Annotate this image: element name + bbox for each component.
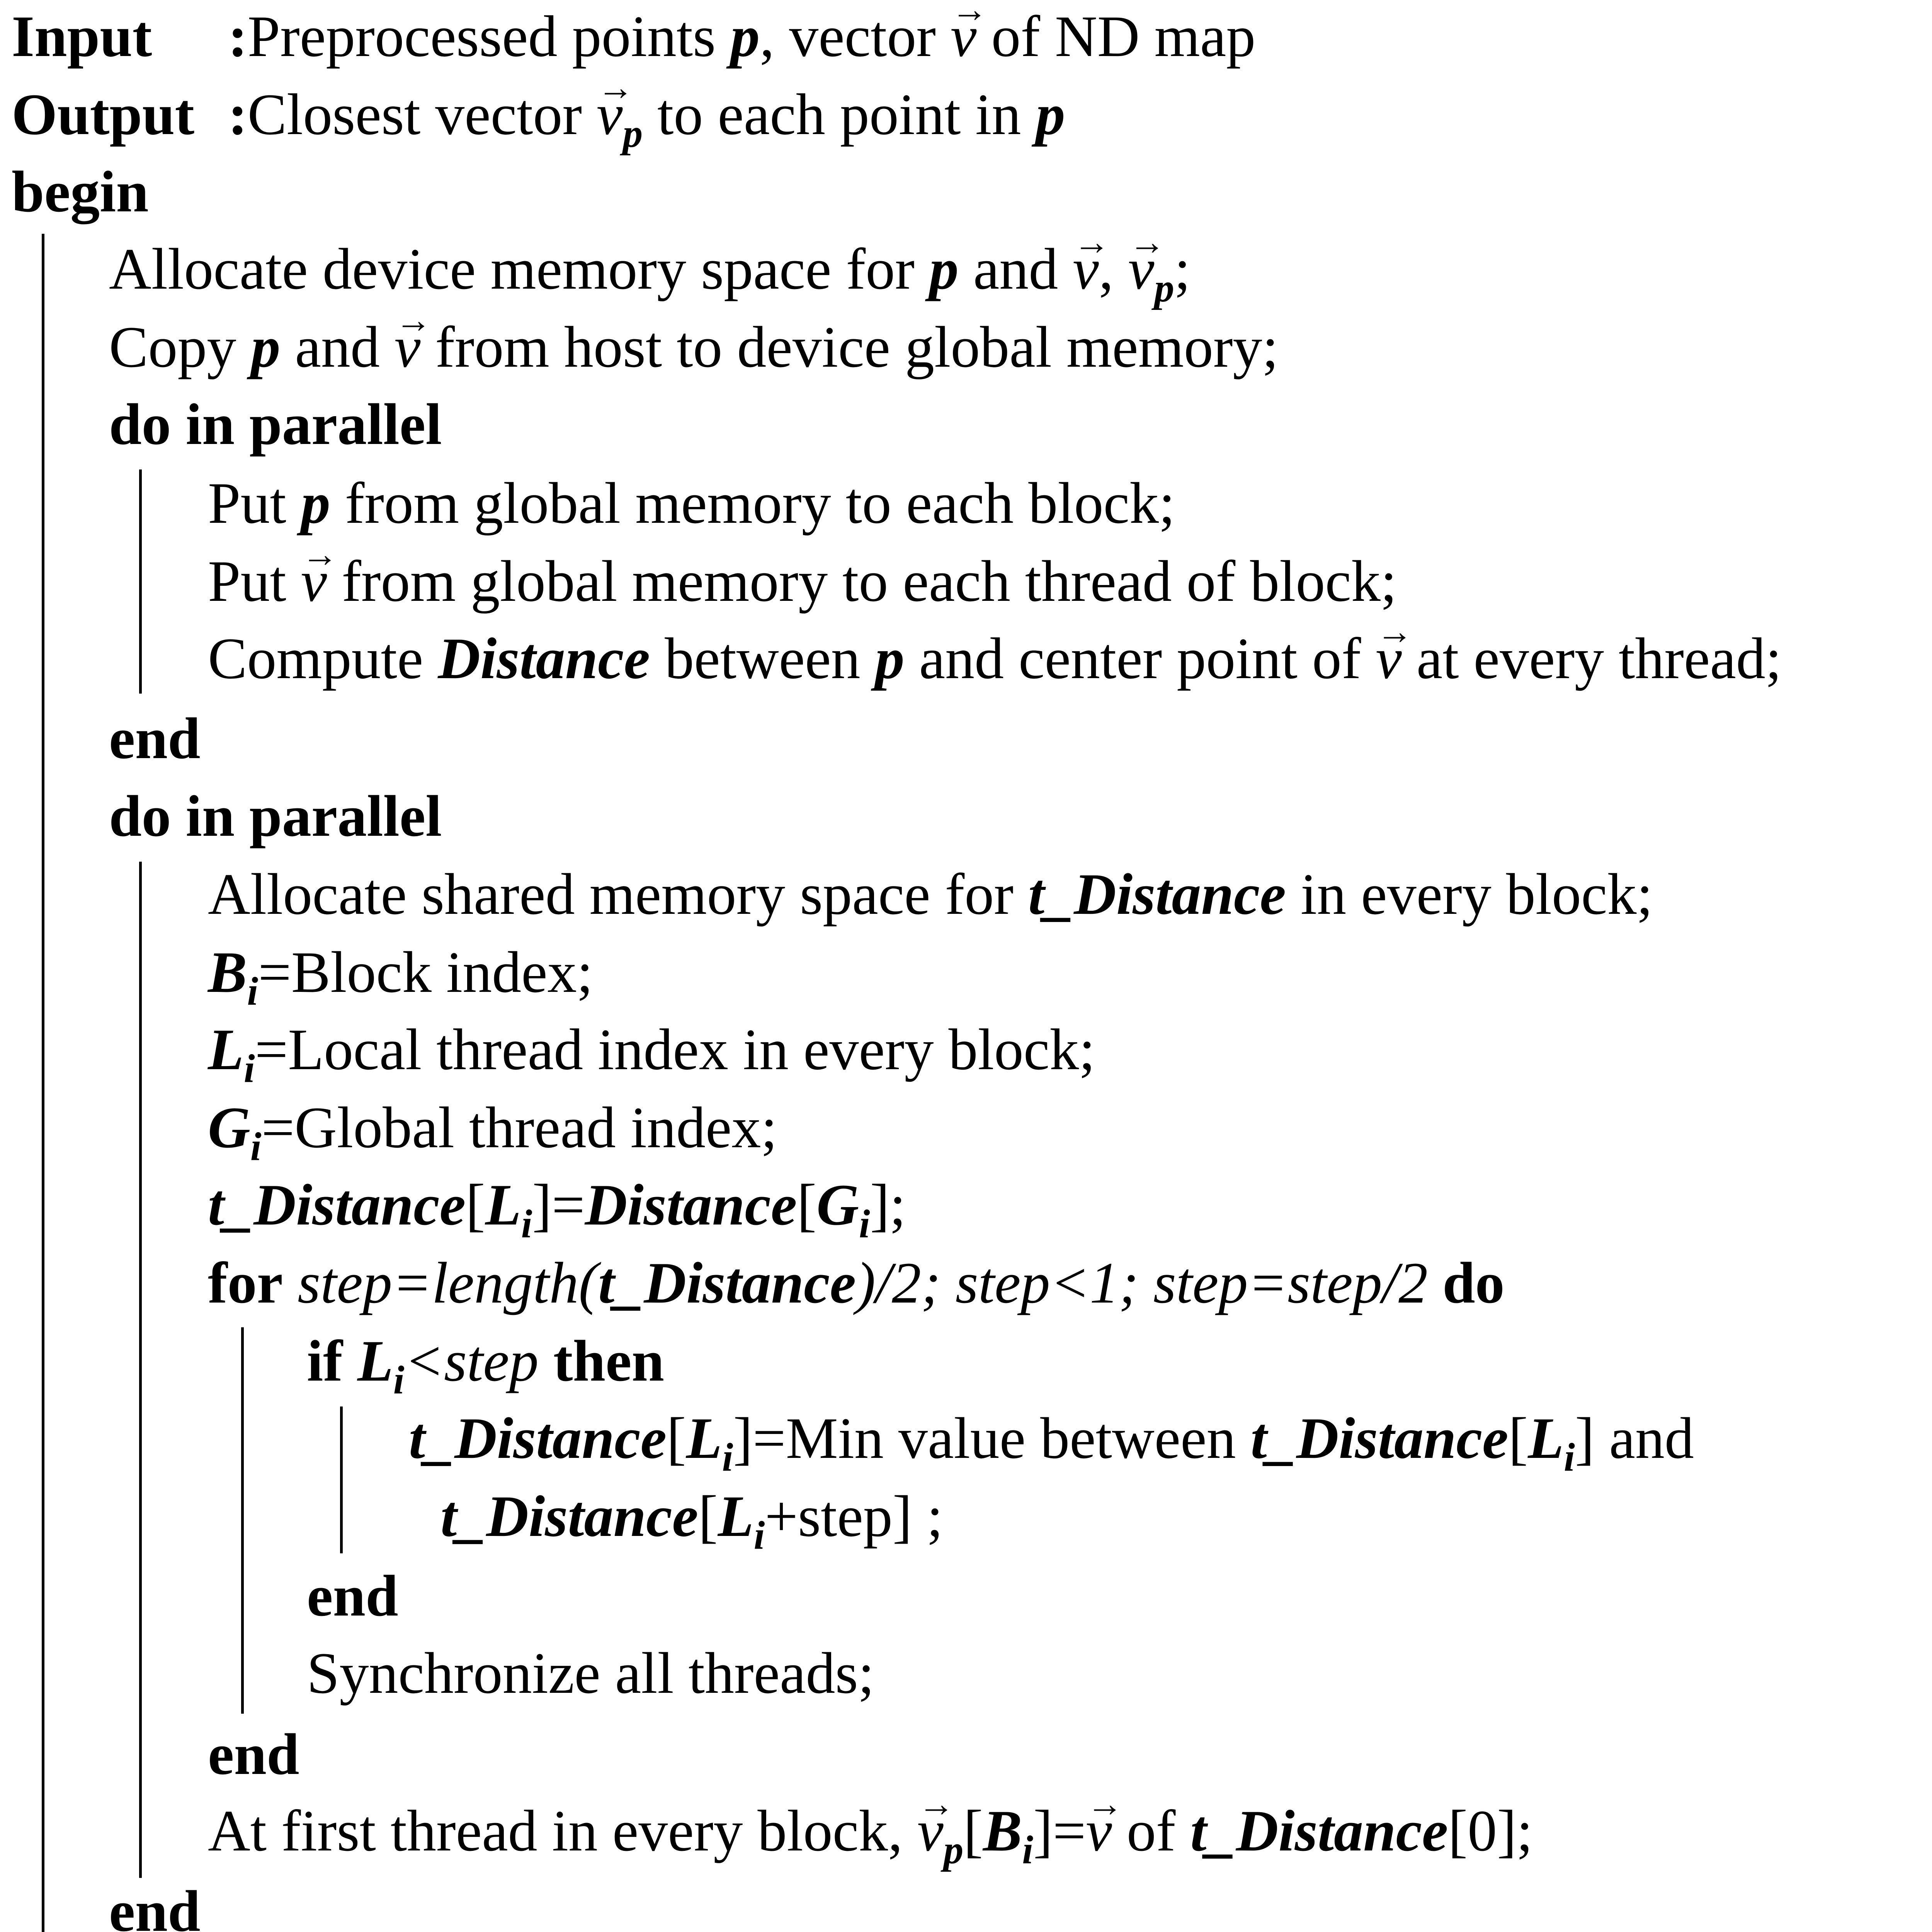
do-in-parallel-keyword: do in parallel xyxy=(109,784,442,849)
if-keyword: if xyxy=(307,1328,343,1393)
end-keyword: end xyxy=(109,706,201,771)
vector-vp: → v xyxy=(597,85,622,144)
end-keyword: end xyxy=(307,1563,398,1628)
algo-line-12: $t\_Distance[L_i+step]$ ; xyxy=(440,1484,943,1558)
end-keyword: end xyxy=(109,1879,201,1932)
algo-line-8: $L_i=Local$ thread index in every block; xyxy=(208,1017,1095,1091)
algo-line-7: $B_i=Block$ index; xyxy=(208,940,593,1014)
if-line: if $L_i<step$ then xyxy=(307,1328,665,1403)
do-keyword: do xyxy=(1442,1250,1505,1315)
algo-line-14: At first thread in every block, → $v_p[B_i]=\to v$ of t_Distance[0]; xyxy=(208,1801,1533,1860)
algo-line-5: Compute Distance between p and center point of → v at every thread; xyxy=(208,629,1782,688)
end-keyword: end xyxy=(208,1722,299,1787)
algo-line-11: $t\_Distance[L_i]=Min$ value between $t\_Distance[L_i]$ and xyxy=(409,1406,1694,1480)
algo-line-1: Allocate device memory space for p and → v, → $v_p$; xyxy=(109,240,1190,298)
algo-line-6: Allocate shared memory space for t_Distance in every block; xyxy=(208,862,1653,927)
do-in-parallel-keyword: do in parallel xyxy=(109,392,442,457)
vector-v: → v xyxy=(951,7,976,66)
output-line: Output :Closest vector → $v_p$ to each point in p xyxy=(12,85,1065,144)
input-line: Input :Preprocessed points p, vector → v of ND map xyxy=(12,7,1255,66)
parallel-block-2-bar xyxy=(139,862,142,1878)
algo-line-13: Synchronize all threads; xyxy=(307,1641,874,1706)
algo-line-10: $t\_Distance[L_i]=Distance[G_i]$; xyxy=(208,1172,906,1247)
input-colon: : xyxy=(228,4,248,69)
for-block-bar xyxy=(241,1327,244,1714)
for-line: for step=length(t_Distance)/2; step<1; step=step/2 do xyxy=(208,1250,1505,1315)
input-label: Input xyxy=(12,4,152,69)
output-colon: : xyxy=(228,82,248,147)
algo-line-2: Copy p and → v from host to device global memory; xyxy=(109,318,1279,376)
algo-line-9: $G_i=Global$ thread index; xyxy=(208,1095,777,1169)
for-keyword: for xyxy=(208,1250,283,1315)
begin-block-bar xyxy=(42,234,44,1932)
algo-line-3: Put p from global memory to each block; xyxy=(208,471,1175,536)
if-block-bar xyxy=(340,1406,343,1553)
output-label: Output xyxy=(12,82,195,147)
parallel-block-1-bar xyxy=(139,469,142,694)
algo-line-4: Put → v from global memory to each thread of block; xyxy=(208,552,1397,611)
then-keyword: then xyxy=(553,1328,665,1393)
begin-keyword: begin xyxy=(12,159,149,224)
